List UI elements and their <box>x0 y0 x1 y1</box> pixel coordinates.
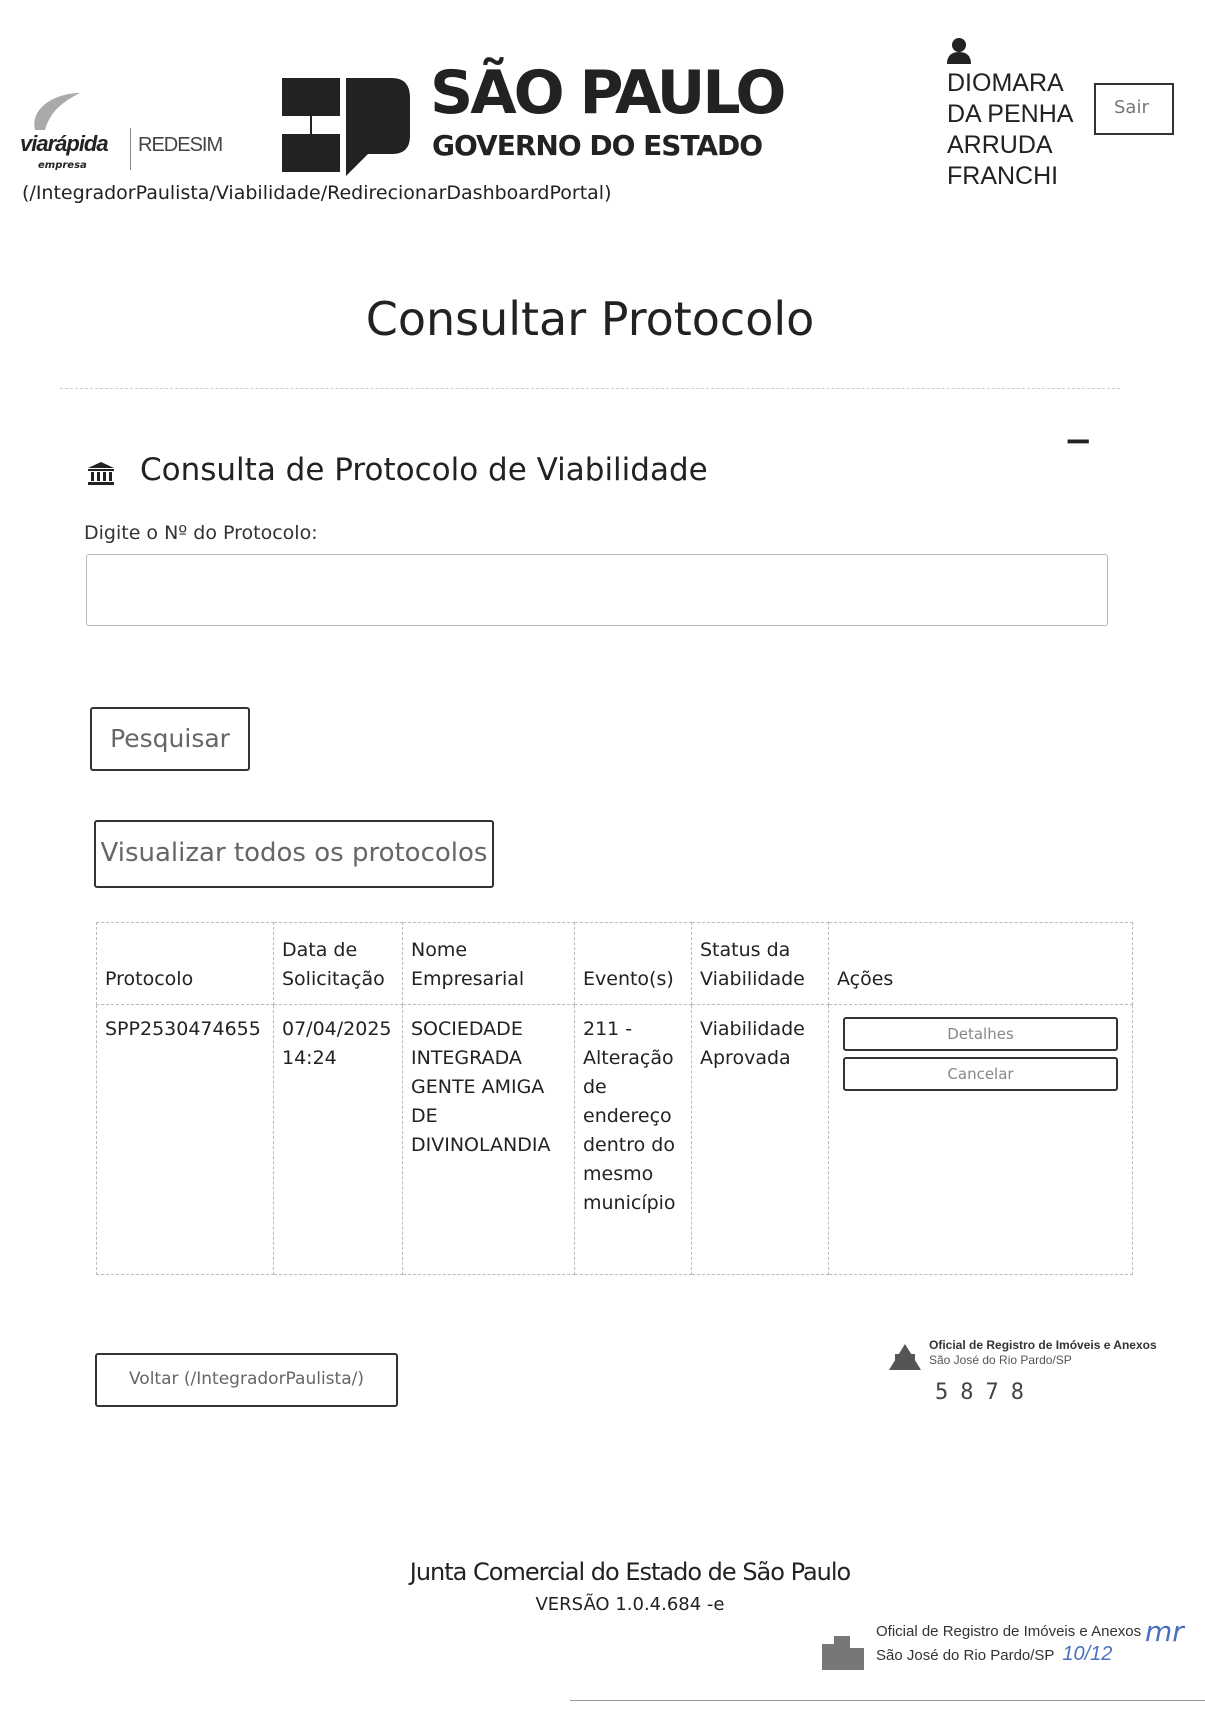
user-icon <box>945 36 973 64</box>
cell-nome: SOCIEDADE INTEGRADA GENTE AMIGA DE DIVINOLANDIA <box>403 1005 575 1275</box>
title-divider <box>60 388 1120 389</box>
viarapida-text: viarápida <box>20 131 108 156</box>
sp-logo-subtitle: GOVERNO DO ESTADO <box>432 129 763 162</box>
dashboard-link[interactable]: (/IntegradorPaulista/Viabilidade/RedirecionarDashboardPortal) <box>22 182 612 204</box>
logout-label: Sair <box>1114 97 1149 118</box>
header-status: Status da Viabilidade <box>692 923 829 1005</box>
cell-evento: 211 - Alteração de endereço dentro do mesmo município <box>575 1005 692 1275</box>
cell-protocolo: SPP2530474655 <box>97 1005 274 1275</box>
details-button[interactable]: Detalhes <box>843 1017 1118 1051</box>
cancel-button[interactable]: Cancelar <box>843 1057 1118 1091</box>
user-name-line: ARRUDA <box>947 131 1053 159</box>
back-button[interactable] <box>95 1353 398 1407</box>
user-name <box>947 68 1073 192</box>
sp-mark-icon <box>272 76 412 184</box>
redesim-label: REDESIM <box>138 134 223 156</box>
building-stamp-icon <box>820 1630 870 1672</box>
logo-divider <box>130 128 131 170</box>
logout-button[interactable] <box>1094 83 1174 135</box>
building-stamp-icon <box>885 1340 925 1374</box>
view-all-button[interactable] <box>94 820 494 888</box>
header-data: Data de Solicitação <box>274 923 403 1005</box>
back-label: Voltar (/IntegradorPaulista/) <box>129 1369 364 1390</box>
registry-stamp-top <box>885 1338 1185 1406</box>
footer-org: Junta Comercial do Estado de São Paulo <box>409 1558 851 1586</box>
header-nome: Nome Empresarial <box>403 923 575 1005</box>
search-button[interactable] <box>90 707 250 771</box>
stamp-line2: São José do Rio Pardo/SP <box>876 1647 1055 1664</box>
bottom-rule <box>570 1700 1205 1701</box>
cell-status: Viabilidade Aprovada <box>692 1005 829 1275</box>
sp-logo-title: SÃO PAULO <box>430 58 784 128</box>
header-acoes: Ações <box>829 923 1133 1005</box>
handwritten-page: 10/12 <box>1062 1643 1113 1665</box>
user-name-line: DIOMARA <box>947 69 1064 97</box>
collapse-button[interactable]: − <box>1064 421 1093 461</box>
stamp-number: 5878 <box>935 1380 1036 1405</box>
bank-icon <box>88 462 114 486</box>
viarapida-logo[interactable] <box>20 88 124 178</box>
view-all-label: Visualizar todos os protocolos <box>100 838 488 869</box>
protocol-table <box>96 922 1133 1275</box>
viarapida-sub: empresa <box>38 160 87 171</box>
section-title: Consulta de Protocolo de Viabilidade <box>140 452 708 488</box>
stamp-line1: Oficial de Registro de Imóveis e Anexos <box>929 1338 1157 1352</box>
cell-data: 07/04/2025 14:24 <box>274 1005 403 1275</box>
table-header-row <box>97 923 1133 1005</box>
search-label: Pesquisar <box>110 723 230 753</box>
registry-stamp-bottom <box>820 1615 1200 1668</box>
handwritten-initials: mr <box>1145 1615 1184 1648</box>
user-name-line: FRANCHI <box>947 162 1059 190</box>
leaf-icon <box>25 88 85 132</box>
protocol-input[interactable] <box>86 554 1108 626</box>
header-evento: Evento(s) <box>575 923 692 1005</box>
header-protocolo: Protocolo <box>97 923 274 1005</box>
stamp-line2: São José do Rio Pardo/SP <box>929 1353 1072 1367</box>
table-row <box>97 1005 1133 1275</box>
user-name-line: DA PENHA <box>947 100 1074 128</box>
page-title: Consultar Protocolo <box>365 292 815 346</box>
cell-acoes <box>829 1005 1133 1275</box>
footer-version: VERSÃO 1.0.4.684 -e <box>535 1594 725 1615</box>
protocol-label: Digite o Nº do Protocolo: <box>84 522 318 544</box>
stamp-line1: Oficial de Registro de Imóveis e Anexos <box>876 1623 1142 1640</box>
sp-logo[interactable] <box>272 58 784 172</box>
